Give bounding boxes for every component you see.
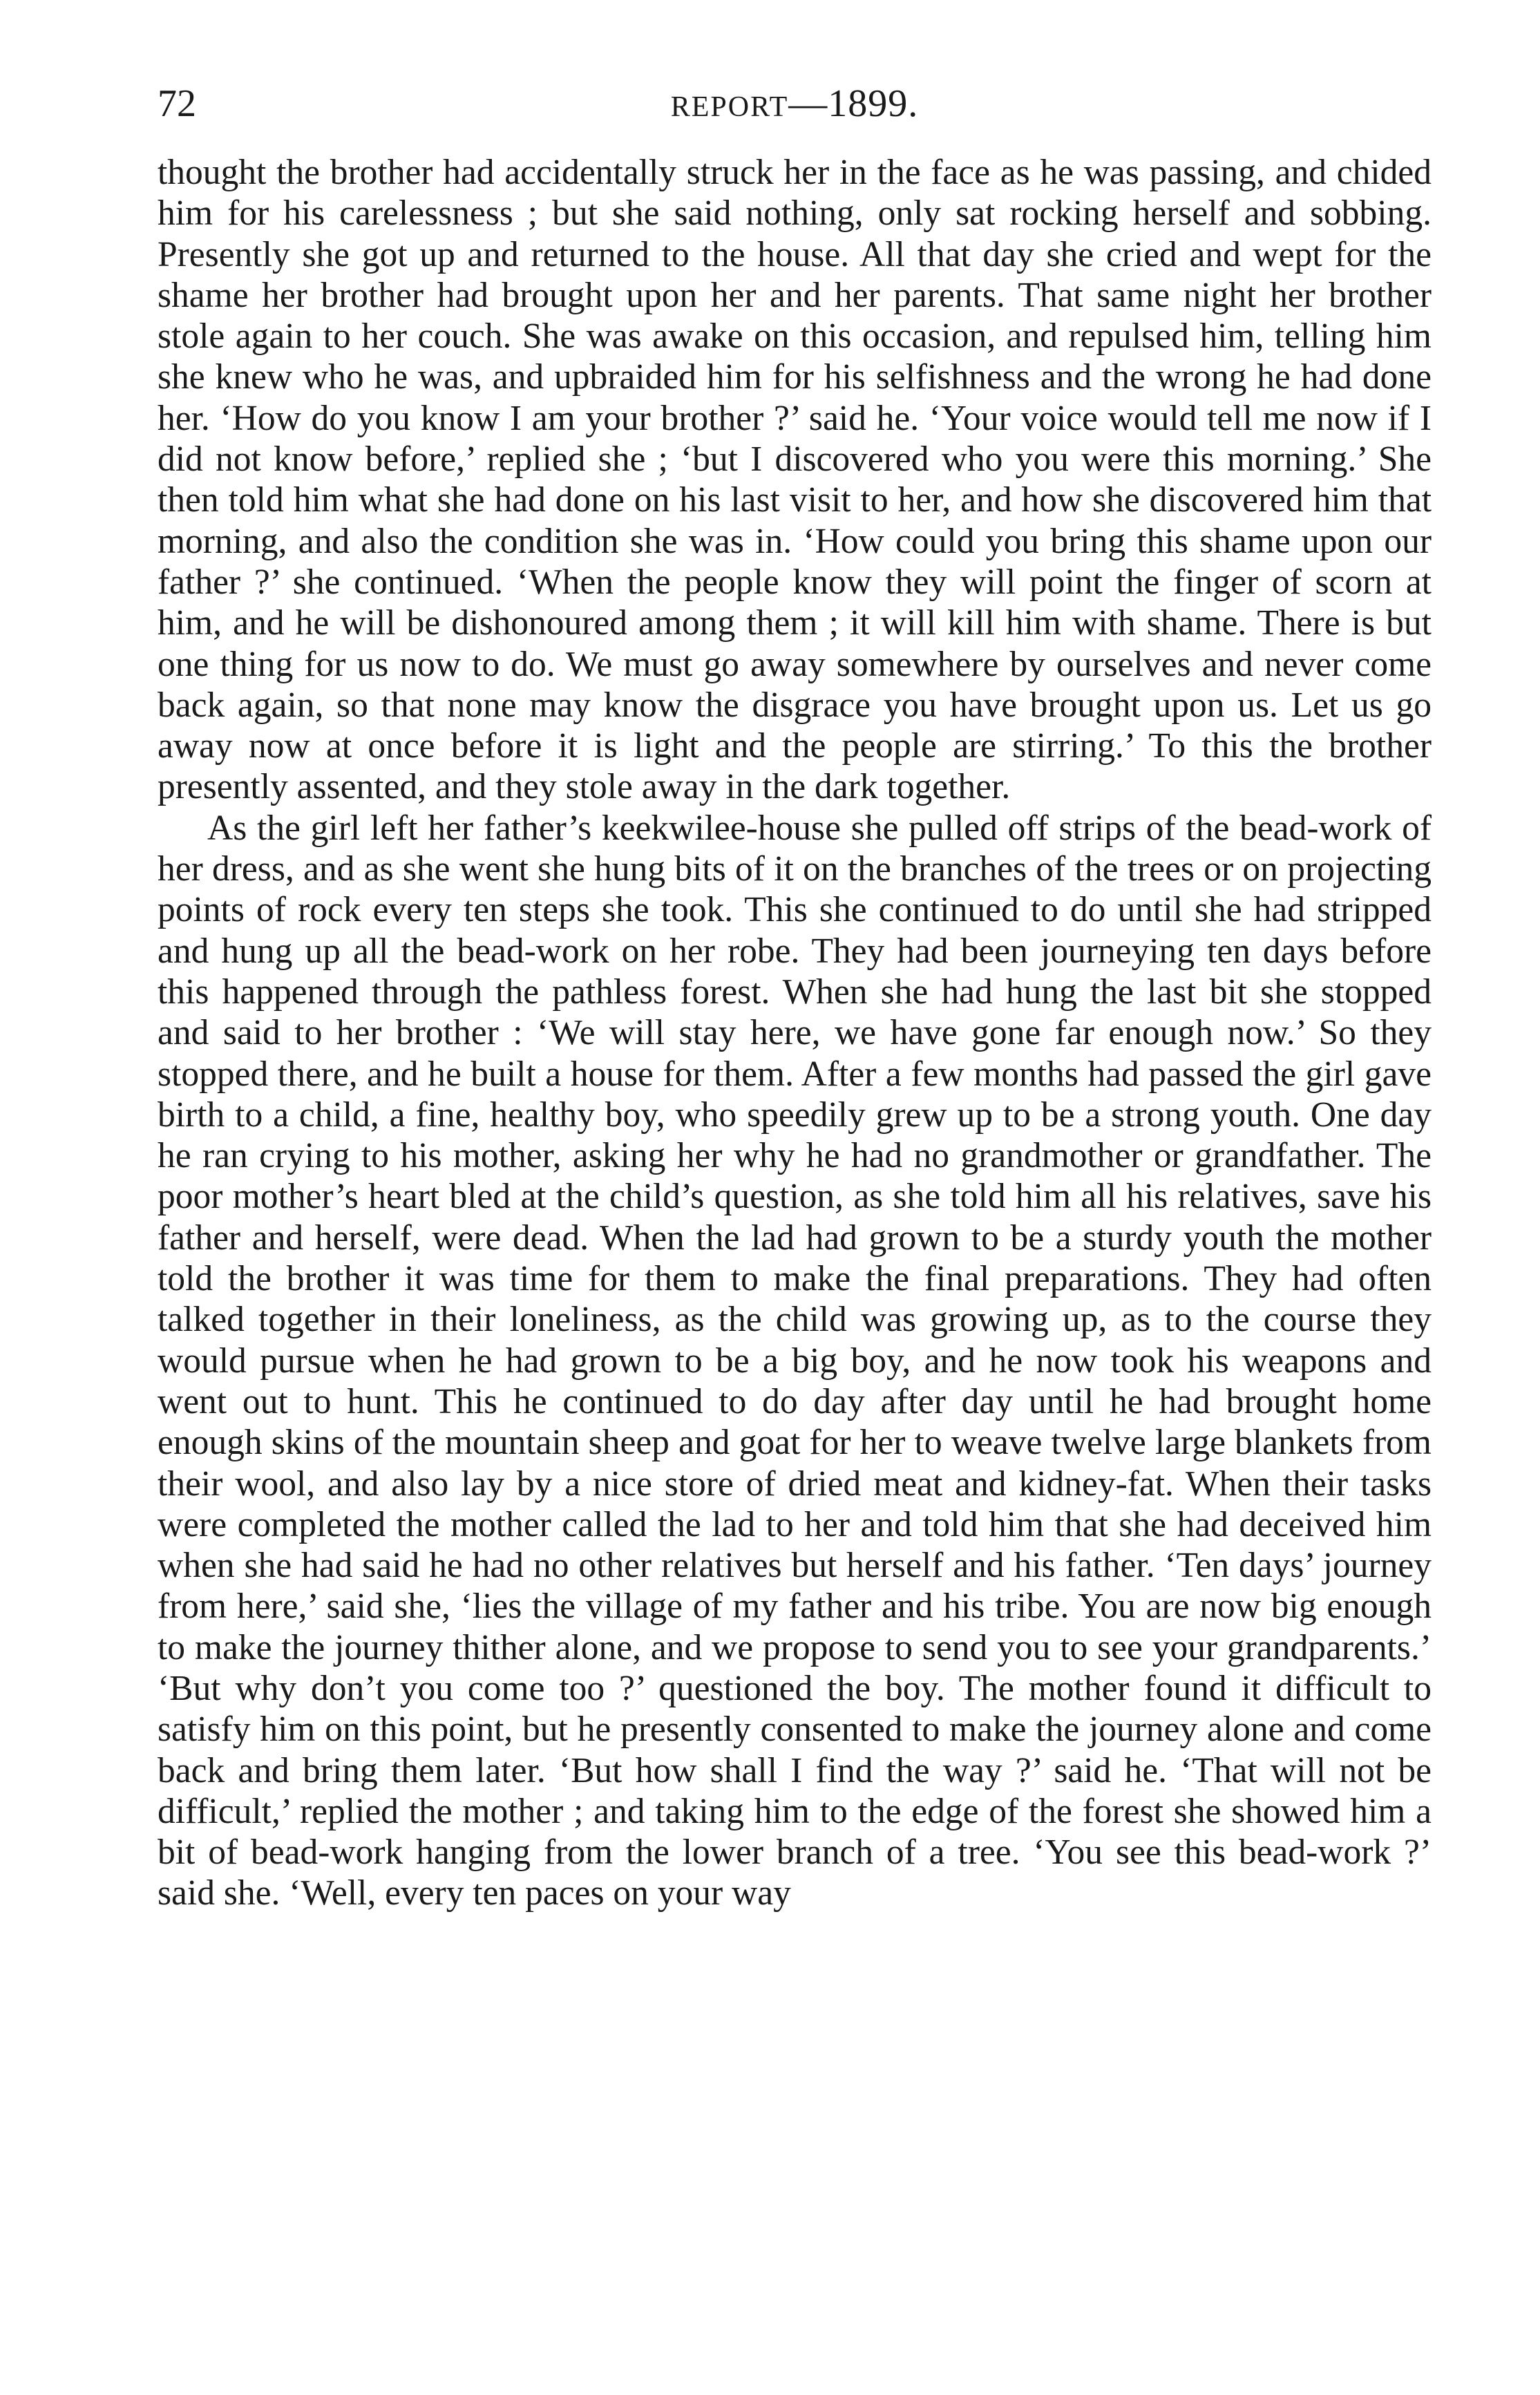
body-text (158, 152, 1432, 1914)
page-number: 72 (158, 82, 196, 125)
running-title (158, 76, 1432, 135)
running-title-report: REPORT (670, 91, 789, 123)
page (158, 76, 1432, 1914)
paragraph-1: thought the brother had accidentally struck her in the face as he was passing, and chided him for his carelessness ; but she said nothing, only sat rocking herself and sobbing. Presently she got up and returned to the house. All that day she cried and wept for the shame her brother had brought upon her and her parents. That same night her brother stole again to her couch. She was awake on this occasion, and repulsed him, telling him she knew who he was, and upbraided him for his selfishness and the wrong he had done her. ‘How do you know I am your brother ?’ said he. ‘Your voice would tell me now if I did not know before,’ replied she ; ‘but I discovered who you were this morning.’ She then told him what she had done on his last visit to her, and how she discovered him that morning, and also the condition she was in. ‘How could you bring this shame upon our father ?’ she continued. ‘When the people know they will point the finger of scorn at him, and he will be dishonoured among them ; it will kill him with shame. There is but one thing for us now to do. We must go away somewhere by ourselves and never come back again, so that none may know the disgrace you have brought upon us. Let us go away now at once before it is light and the people are stirring.’ To this the brother presently assented, and they stole away in the dark together. (158, 153, 1432, 807)
paragraph-2: As the girl left her father’s keekwilee-house she pulled off strips of the bead-work of her dress, and as she went she hung bits of it on the branches of the trees or on projecting points of rock every ten steps she took. This she continued to do until she had stripped and hung up all the bead-work on her robe. They had been journeying ten days before this happened through the pathless forest. When she had hung the last bit she stopped and said to her brother : ‘We will stay here, we have gone far enough now.’ So they stopped there, and he built a house for them. After a few months had passed the girl gave birth to a child, a fine, healthy boy, who speedily grew up to be a strong youth. One day he ran crying to his mother, asking her why he had no grandmother or grandfather. The poor mother’s heart bled at the child’s question, as she told him all his relatives, save his father and herself, were dead. When the lad had grown to be a sturdy youth the mother told the brother it was time for them to make the final preparations. They had often talked together in their loneliness, as the child was growing up, as to the course they would pursue when he had grown to be a big boy, and he now took his weapons and went out to hunt. This he continued to do day after day until he had brought home enough skins of the mountain sheep and goat for her to weave twelve large blankets from their wool, and also lay by a nice store of dried meat and kidney-fat. When their tasks were completed the mother called the lad to her and told him that she had deceived him when she had said he had no other relatives but herself and his father. ‘Ten days’ journey from here,’ said she, ‘lies the village of my father and his tribe. You are now big enough to make the journey thither alone, and we propose to send you to see your grandparents.’ ‘But why don’t you come too ?’ questioned the boy. The mother found it difficult to satisfy him on this point, but he presently consented to make the journey alone and come back and bring them later. ‘But how shall I find the way ?’ said he. ‘That will not be difficult,’ replied the mother ; and taking him to the edge of the forest she showed him a bit of bead-work hanging from the lower branch of a tree. ‘You see this bead-work ?’ said she. ‘Well, every ten paces on your way (158, 808, 1432, 1913)
running-title-year: —1899. (788, 82, 919, 125)
running-head (158, 76, 1432, 131)
